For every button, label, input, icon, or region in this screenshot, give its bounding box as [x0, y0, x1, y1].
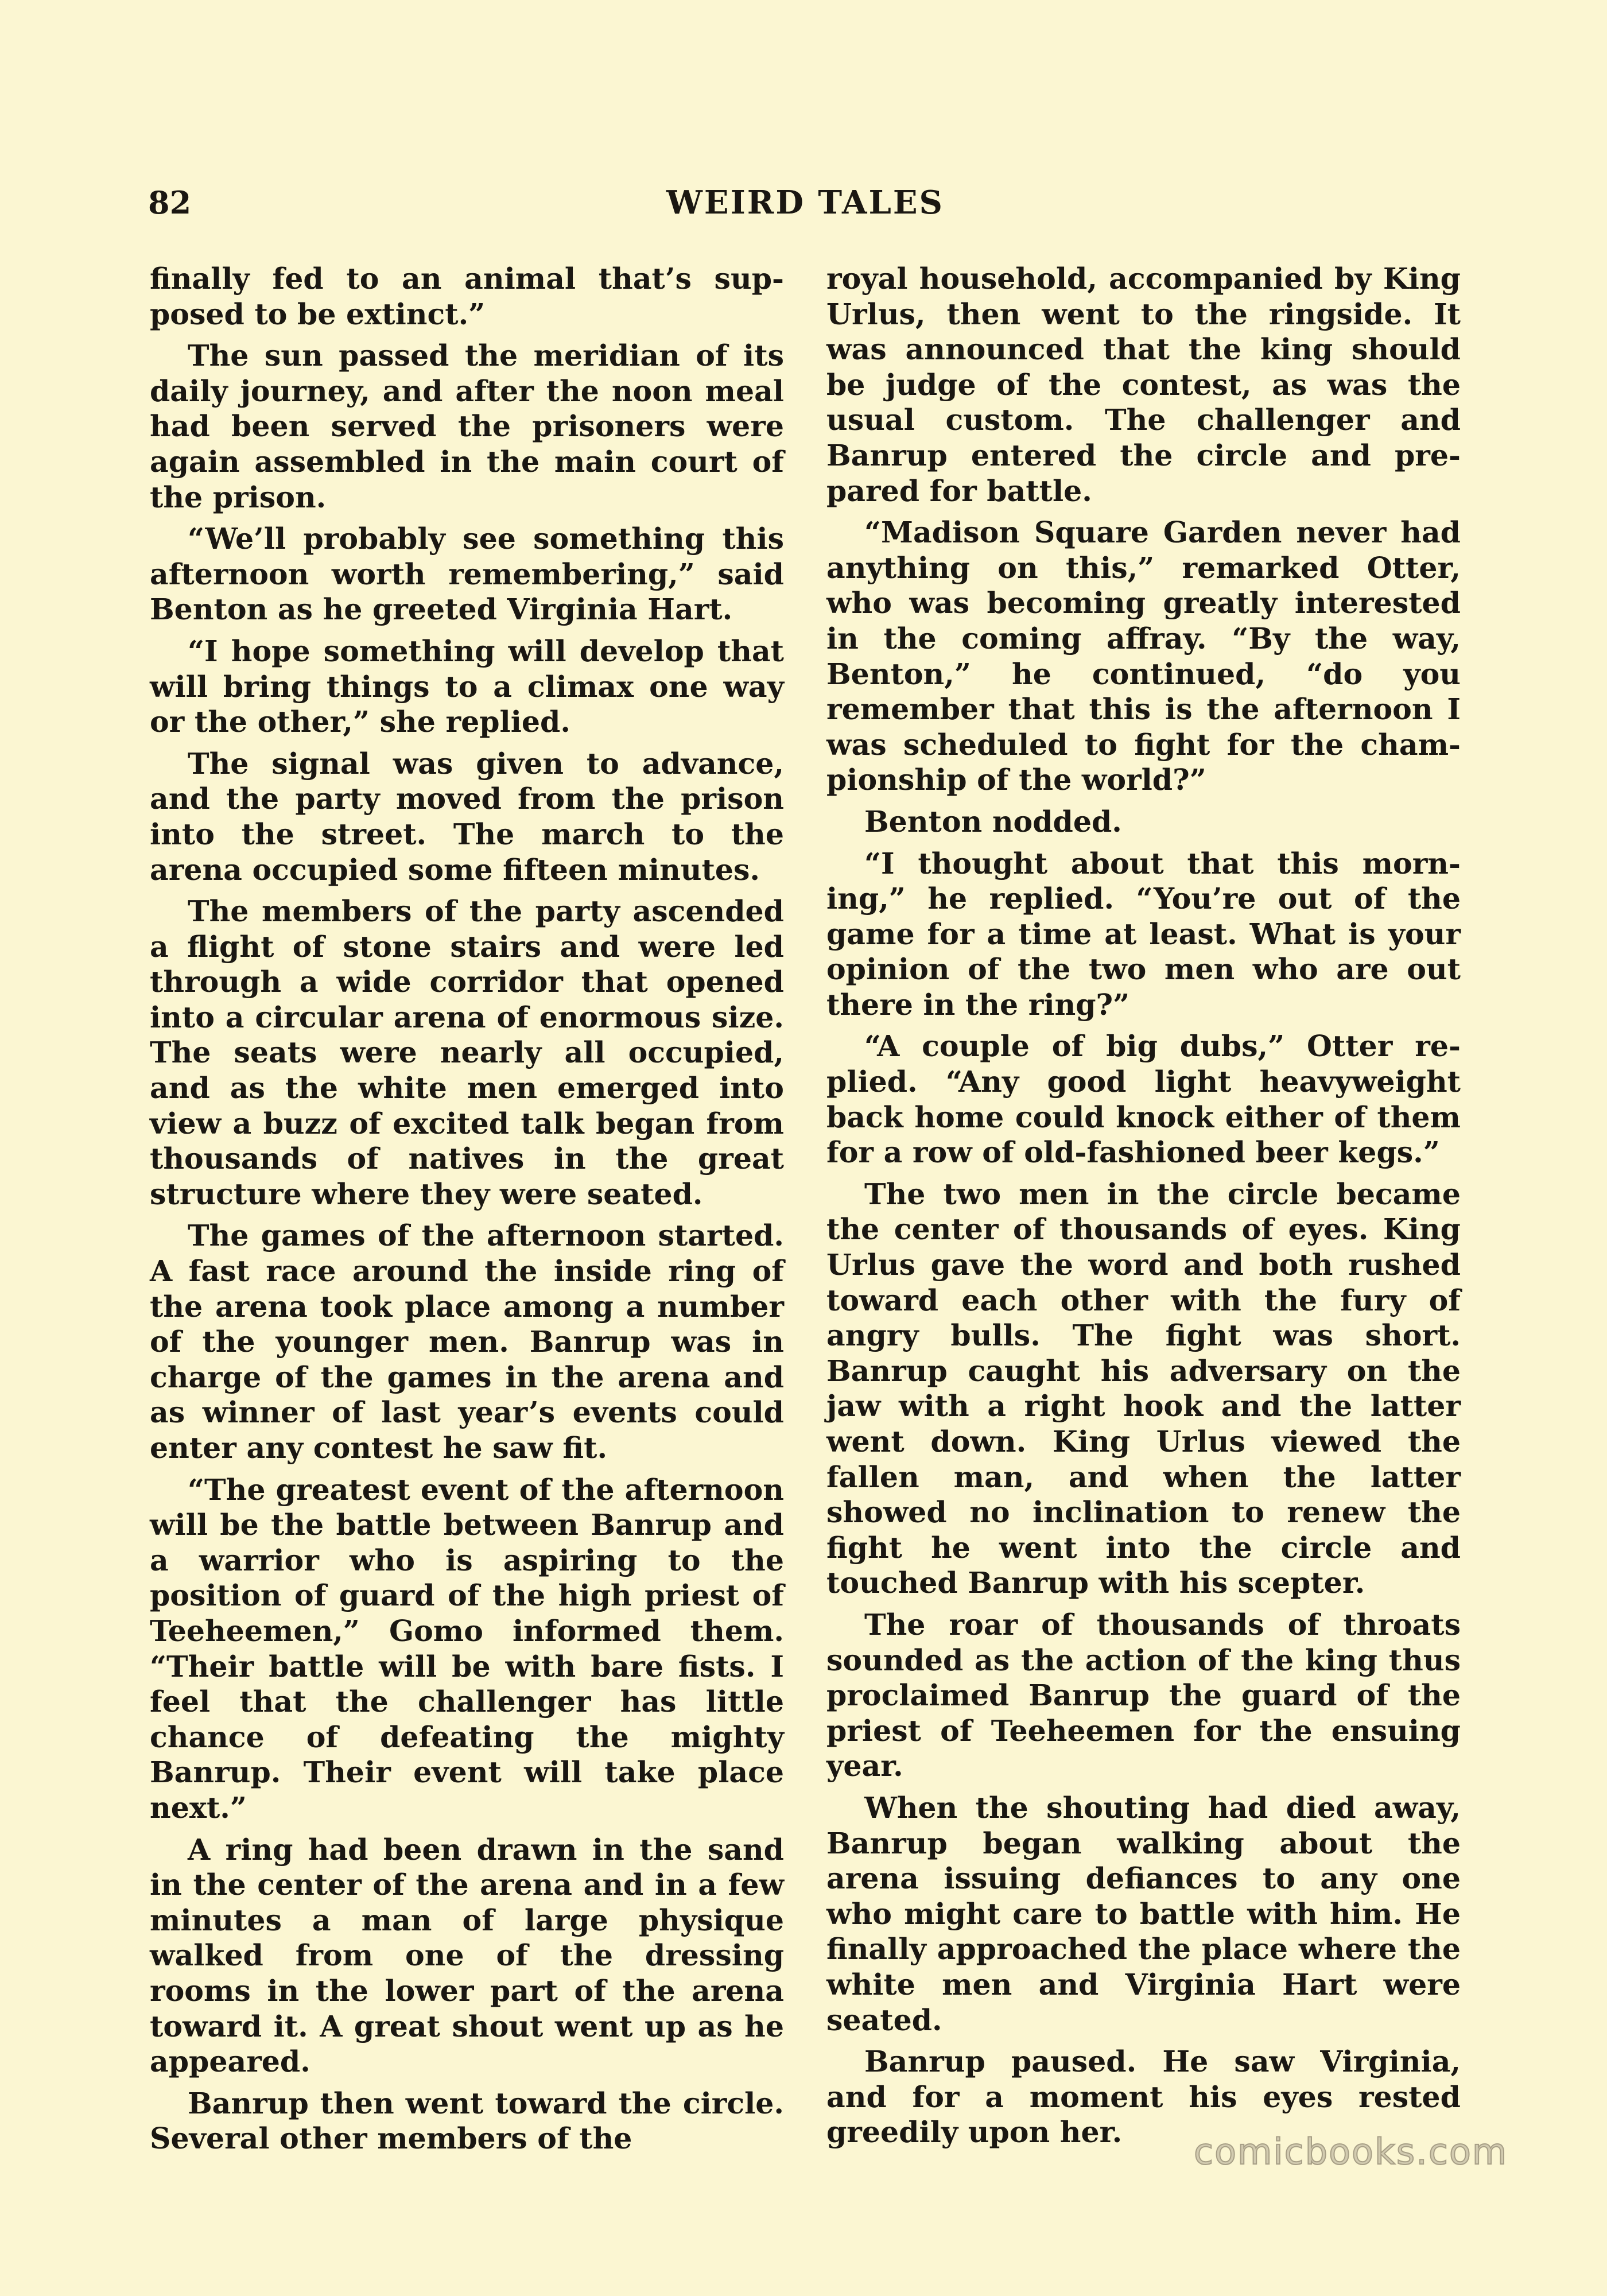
left-column: [150, 261, 784, 2163]
paragraph: When the shouting had died away, Banrup began walking about the arena issuing defiances to any one who might care to battle with him. He finally approached the place where the white men and Virginia Hart were seated.: [826, 1790, 1461, 2037]
paragraph: A ring had been drawn in the sand in the center of the arena and in a few minutes a man of large physique walked from one of the dressing rooms in the lower part of the arena toward it. A great shout went up as he appeared.: [150, 1832, 784, 2079]
page-number: 82: [148, 184, 192, 221]
watermark: comicbooks.com: [1194, 2131, 1508, 2173]
paragraph: The sun passed the meridian of its daily journey, and after the noon meal had been served the prisoners were again assembled in the main court of the prison.: [150, 339, 784, 514]
right-column: [826, 261, 1461, 2157]
paragraph: “I hope something will develop that will bring things to a climax one way or the other,” she replied.: [150, 634, 784, 739]
paragraph: The signal was given to advance, and the party moved from the prison into the street. The march to the arena occupied some fifteen minutes.: [150, 746, 784, 887]
page-header: [148, 183, 1462, 223]
paragraph: “The greatest event of the afternoon will be the battle between Banrup and a warrior who is aspiring to the position of guard of the high priest of Teeheemen,” Gomo informed them. “Their battle will be with bare fists. I feel that the challenger has little chance of defeating the mighty Banrup. Their event will take place next.”: [150, 1472, 784, 1825]
paragraph: The games of the afternoon started. A fast race around the inside ring of the arena took place among a number of the younger men. Banrup was in charge of the games in the arena and as winner of last year’s events could enter any contest he saw fit.: [150, 1219, 784, 1465]
paragraph: Banrup then went toward the circle. Several other members of the: [150, 2086, 784, 2156]
paragraph: royal household, accompanied by King Urlus, then went to the ringside. It was announced that the king should be judge of the contest, as was the usual custom. The challenger and Banrup entered the circle and prepared for battle.: [826, 262, 1461, 508]
paragraph: “I thought about that this morning,” he replied. “You’re out of the game for a time at least. What is your opinion of the two men who are out there in the ring?”: [826, 846, 1461, 1022]
paragraph: Benton nodded.: [864, 804, 1122, 839]
paragraph: The members of the party ascended a flight of stone stairs and were led through a wide corridor that opened into a circular arena of enormous size. The seats were nearly all occupied, and as the white men emerged into view a buzz of excited talk began from thousands of natives in the great structure where they were seated.: [150, 894, 784, 1211]
paragraph: The two men in the circle became the center of thousands of eyes. King Urlus gave the word and both rushed toward each other with the fury of angry bulls. The fight was short. Banrup caught his adversary on the jaw with a right hook and the latter went down. King Urlus viewed the fallen man, and when the latter showed no inclination to renew the fight he went into the circle and touched Banrup with his scepter.: [826, 1177, 1461, 1600]
running-title: WEIRD TALES: [666, 184, 944, 222]
paragraph: finally fed to an animal that’s supposed to be extinct.”: [150, 262, 784, 331]
paragraph: “Madison Square Garden never had anything on this,” remarked Otter, who was becoming greatly interested in the coming affray. “By the way, Benton,” he continued, “do you remember that this is the afternoon I was scheduled to fight for the championship of the world?”: [826, 515, 1461, 797]
paragraph: The roar of thousands of throats sounded as the action of the king thus proclaimed Banrup the guard of the priest of Teeheemen for the ensuing year.: [826, 1607, 1461, 1783]
paragraph: Banrup paused. He saw Virginia, and for a moment his eyes rested greedily upon her.: [826, 2045, 1461, 2150]
paragraph: “We’ll probably see something this afternoon worth remembering,” said Benton as he greeted Virginia Hart.: [150, 522, 784, 627]
paragraph: “A couple of big dubs,” Otter replied. “Any good light heavyweight back home could knock either of them for a row of old-fashioned beer kegs.”: [826, 1029, 1461, 1170]
